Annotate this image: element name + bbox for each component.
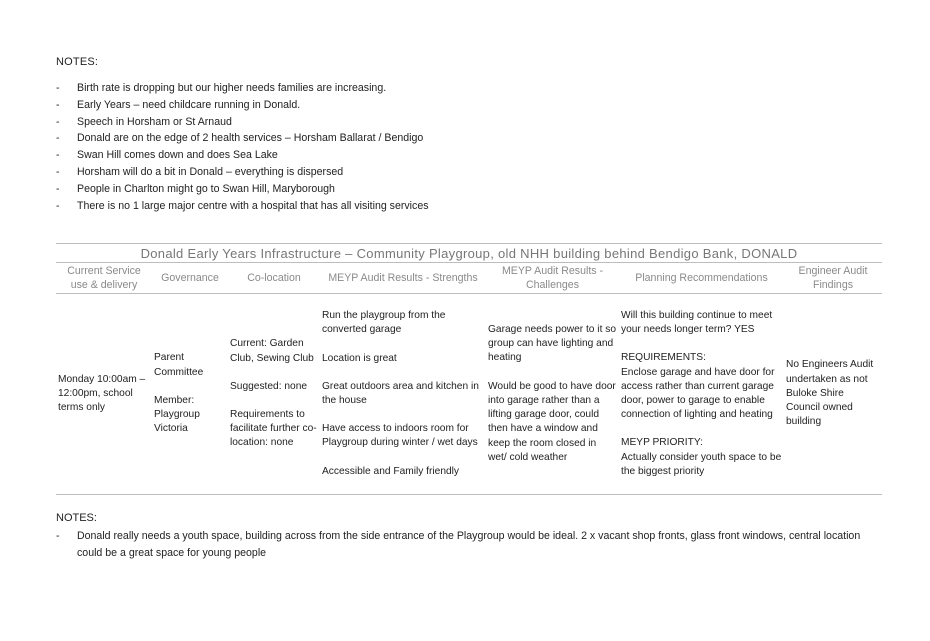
cell-strengths xyxy=(320,294,486,495)
list-item xyxy=(56,80,429,97)
list-item xyxy=(56,114,429,131)
note-text: Birth rate is dropping but our higher needs families are increasing. xyxy=(77,82,387,94)
cell-text: Would be good to have door into garage rather than a lifting garage door, could then have a window and keep the room closed in wet/ cold weather xyxy=(488,380,616,463)
cell-colocation xyxy=(228,294,320,495)
cell-text: Garage needs power to it so group can have lighting and heating xyxy=(488,324,616,364)
cell-planning xyxy=(619,294,784,495)
column-header: Engineer Audit Findings xyxy=(784,263,882,294)
notes-list xyxy=(56,80,429,214)
notes-heading-2: NOTES: xyxy=(56,512,97,524)
cell-text: Run the playgroup from the converted garage xyxy=(322,310,446,336)
note-item xyxy=(56,528,886,561)
list-item xyxy=(56,198,429,215)
note-text: Donald are on the edge of 2 health services – Horsham Ballarat / Bendigo xyxy=(77,132,424,145)
note-text: People in Charlton might go to Swan Hill, Maryborough xyxy=(77,182,335,195)
cell-text: Will this building continue to meet your needs longer term? YES xyxy=(621,309,773,336)
table-header-row xyxy=(56,263,882,294)
notes-heading: NOTES: xyxy=(56,56,99,68)
note-text: Speech in Horsham or St Arnaud xyxy=(77,115,232,128)
cell-text: Actually consider youth space to be the biggest priority xyxy=(621,451,782,477)
cell-text: Enclose garage and have door for access rather than current garage door, power to garage to enable connection of lighting and heating xyxy=(621,366,775,421)
infrastructure-table xyxy=(56,243,882,495)
bullet-dash: - xyxy=(56,199,60,212)
note-text: Donald really needs a youth space, building across from the side entrance of the Playgroup would be ideal. 2 x vacant shop fronts, glass front windows, central location could be a great space for young people xyxy=(77,530,861,559)
cell-text: MEYP PRIORITY: xyxy=(621,437,703,449)
cell-text: Requirements to facilitate further co-location: none xyxy=(230,409,317,449)
cell-challenges xyxy=(486,294,619,495)
list-item xyxy=(56,147,429,164)
column-header: MEYP Audit Results - Strengths xyxy=(320,263,486,294)
column-header: Planning Recommendations xyxy=(619,263,784,294)
list-item xyxy=(56,181,429,198)
table-row xyxy=(56,294,882,495)
table-title: Donald Early Years Infrastructure – Community Playgroup, old NHH building behind Bendigo Bank, DONALD xyxy=(56,244,882,263)
cell-service xyxy=(56,294,152,495)
column-header: Co-location xyxy=(228,263,320,294)
cell-text: Have access to indoors room for Playgroup during winter / wet days xyxy=(322,423,478,449)
cell-governance xyxy=(152,294,228,495)
cell-text: Monday 10:00am – 12:00pm, school terms only xyxy=(58,373,146,414)
bullet-dash: - xyxy=(56,182,60,195)
cell-text: REQUIREMENTS: xyxy=(621,352,706,364)
column-header: MEYP Audit Results - Challenges xyxy=(486,263,619,294)
cell-text: Parent Committee xyxy=(154,352,204,378)
cell-engineer xyxy=(784,294,882,495)
cell-text: No Engineers Audit undertaken as not Buloke Shire Council owned building xyxy=(786,359,874,428)
bullet-dash: - xyxy=(56,149,60,162)
cell-text: Current: Garden Club, Sewing Club xyxy=(230,338,314,364)
list-item xyxy=(56,97,429,114)
list-item xyxy=(56,164,429,181)
bullet-dash: - xyxy=(56,165,60,178)
note-text: Swan Hill comes down and does Sea Lake xyxy=(77,149,278,162)
note-text: There is no 1 large major centre with a hospital that has all visiting services xyxy=(77,199,429,212)
bullet-dash: - xyxy=(56,132,60,145)
cell-text: Member: Playgroup Victoria xyxy=(154,394,200,435)
note-text: Early Years – need childcare running in Donald. xyxy=(77,98,301,111)
bullet-dash: - xyxy=(56,530,60,542)
bullet-dash: - xyxy=(56,82,60,94)
cell-text: Accessible and Family friendly xyxy=(322,465,460,477)
note-text: Horsham will do a bit in Donald – everything is dispersed xyxy=(77,165,344,178)
bullet-dash: - xyxy=(56,98,60,111)
column-header: Governance xyxy=(152,263,228,294)
cell-text: Location is great xyxy=(322,352,397,364)
column-header: Current Service use & delivery xyxy=(56,263,152,294)
bullet-dash: - xyxy=(56,115,60,128)
list-item xyxy=(56,130,429,147)
cell-text: Great outdoors area and kitchen in the house xyxy=(322,380,479,406)
cell-text: Suggested: none xyxy=(230,380,308,392)
